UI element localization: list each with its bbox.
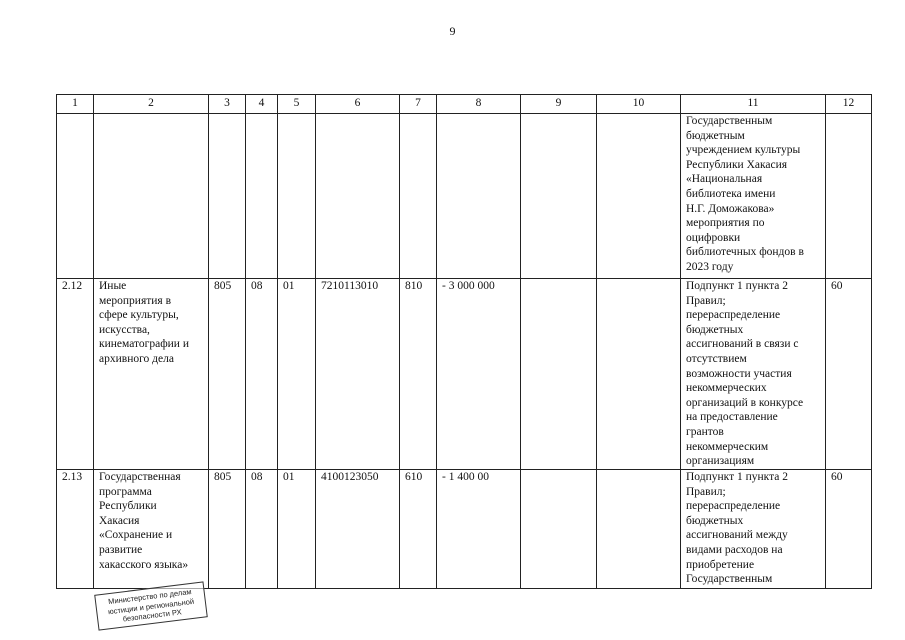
cell-ministry-code: 805 — [209, 279, 246, 470]
cell-col12: 60 — [826, 279, 872, 470]
cell-section: 08 — [246, 470, 278, 589]
page-number: 9 — [449, 24, 456, 38]
budget-table — [56, 94, 872, 589]
cell-col10 — [597, 279, 681, 470]
cell-section — [246, 114, 278, 279]
cell-amount: - 3 000 000 — [437, 279, 521, 470]
cell-name: Государственная программа Республики Хакасия «Сохранение и развитие хакасского языка» — [94, 470, 209, 589]
col-header: 4 — [246, 95, 278, 114]
cell-ministry-code: 805 — [209, 470, 246, 589]
cell-name — [94, 114, 209, 279]
cell-number: 2.12 — [57, 279, 94, 470]
table-row — [57, 470, 872, 589]
cell-target-article: 4100123050 — [316, 470, 400, 589]
cell-amount: - 1 400 00 — [437, 470, 521, 589]
table-row — [57, 279, 872, 470]
cell-amount — [437, 114, 521, 279]
col-header: 2 — [94, 95, 209, 114]
cell-basis: Подпункт 1 пункта 2 Правил; перераспределение бюджетных ассигнований между видами расходов на приобретение Государственным — [681, 470, 826, 589]
cell-section: 08 — [246, 279, 278, 470]
col-header: 8 — [437, 95, 521, 114]
ministry-stamp: Министерство по делам юстиции и региональной безопасности РХ — [94, 581, 208, 630]
cell-basis: Подпункт 1 пункта 2 Правил; перераспределение бюджетных ассигнований в связи с отсутствием возможности участия некоммерческих организаций в конкурсе на предоставление грантов некоммерческим организациям — [681, 279, 826, 470]
cell-expense-type — [400, 114, 437, 279]
col-header: 3 — [209, 95, 246, 114]
col-header: 11 — [681, 95, 826, 114]
col-header: 10 — [597, 95, 681, 114]
table-row — [57, 114, 872, 279]
col-header: 9 — [521, 95, 597, 114]
cell-subsection: 01 — [278, 470, 316, 589]
cell-col10 — [597, 114, 681, 279]
col-header: 1 — [57, 95, 94, 114]
cell-col12 — [826, 114, 872, 279]
table-header-row — [57, 95, 872, 114]
cell-target-article — [316, 114, 400, 279]
cell-subsection: 01 — [278, 279, 316, 470]
cell-col9 — [521, 279, 597, 470]
cell-col10 — [597, 470, 681, 589]
cell-ministry-code — [209, 114, 246, 279]
cell-name: Иные мероприятия в сфере культуры, искусства, кинематографии и архивного дела — [94, 279, 209, 470]
col-header: 12 — [826, 95, 872, 114]
cell-col9 — [521, 114, 597, 279]
cell-number: 2.13 — [57, 470, 94, 589]
cell-col12: 60 — [826, 470, 872, 589]
col-header: 6 — [316, 95, 400, 114]
cell-subsection — [278, 114, 316, 279]
cell-basis: Государственным бюджетным учреждением культуры Республики Хакасия «Национальная библиотека имени Н.Г. Доможакова» мероприятия по оцифровки библиотечных фондов в 2023 году — [681, 114, 826, 279]
cell-number — [57, 114, 94, 279]
cell-target-article: 7210113010 — [316, 279, 400, 470]
cell-expense-type: 810 — [400, 279, 437, 470]
cell-expense-type: 610 — [400, 470, 437, 589]
col-header: 5 — [278, 95, 316, 114]
col-header: 7 — [400, 95, 437, 114]
cell-col9 — [521, 470, 597, 589]
